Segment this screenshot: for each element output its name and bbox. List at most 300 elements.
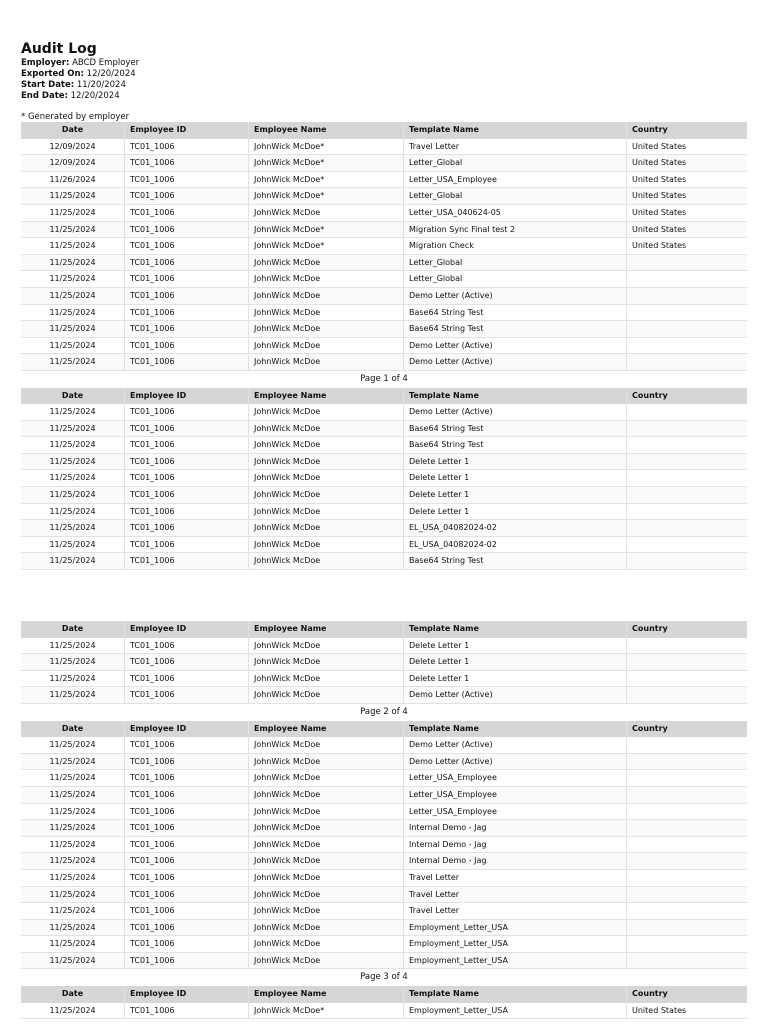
- country-cell: [627, 737, 747, 753]
- table-row: [21, 936, 747, 953]
- employee-id-cell: TC01_1006: [125, 837, 249, 853]
- template-name-cell: Delete Letter 1: [404, 454, 627, 470]
- template-name-cell: Letter_USA_Employee: [404, 804, 627, 820]
- date-cell: 11/25/2024: [21, 936, 125, 952]
- employee-id-cell: TC01_1006: [125, 504, 249, 520]
- date-cell: 11/25/2024: [21, 1003, 125, 1019]
- country-cell: [627, 903, 747, 919]
- employee-id-cell: TC01_1006: [125, 421, 249, 437]
- col-header-employee-id: Employee ID: [125, 388, 249, 405]
- template-name-cell: Demo Letter (Active): [404, 737, 627, 753]
- date-cell: 11/25/2024: [21, 205, 125, 221]
- employee-name-cell: JohnWick McDoe: [249, 271, 404, 287]
- country-cell: [627, 920, 747, 936]
- template-name-cell: Migration Check: [404, 238, 627, 254]
- employee-name-cell: JohnWick McDoe: [249, 820, 404, 836]
- template-name-cell: Employment_Letter_USA: [404, 920, 627, 936]
- employee-id-cell: TC01_1006: [125, 687, 249, 703]
- template-name-cell: Letter_Global: [404, 188, 627, 204]
- country-cell: [627, 454, 747, 470]
- employee-id-cell: TC01_1006: [125, 139, 249, 155]
- date-cell: 11/25/2024: [21, 404, 125, 420]
- template-name-cell: Migration Sync Final test 2: [404, 222, 627, 238]
- date-cell: 11/25/2024: [21, 553, 125, 569]
- template-name-cell: Delete Letter 1: [404, 654, 627, 670]
- table-row: [21, 1003, 747, 1020]
- date-cell: 11/25/2024: [21, 537, 125, 553]
- table-row: [21, 421, 747, 438]
- date-cell: 11/25/2024: [21, 870, 125, 886]
- employee-id-cell: TC01_1006: [125, 470, 249, 486]
- employee-name-cell: JohnWick McDoe: [249, 754, 404, 770]
- employee-id-cell: TC01_1006: [125, 537, 249, 553]
- country-cell: [627, 953, 747, 969]
- template-name-cell: Base64 String Test: [404, 321, 627, 337]
- employee-id-cell: TC01_1006: [125, 638, 249, 654]
- date-cell: 11/25/2024: [21, 255, 125, 271]
- template-name-cell: Letter_Global: [404, 155, 627, 171]
- col-header-country: Country: [632, 624, 668, 633]
- employee-name-cell: JohnWick McDoe: [249, 537, 404, 553]
- template-name-cell: Delete Letter 1: [404, 504, 627, 520]
- employee-name-cell: JohnWick McDoe: [249, 638, 404, 654]
- audit-table-page-2: [21, 621, 747, 1019]
- template-name-cell: EL_USA_04082024-02: [404, 520, 627, 536]
- date-cell: 12/09/2024: [21, 155, 125, 171]
- employee-id-cell: TC01_1006: [125, 222, 249, 238]
- country-cell: United States: [632, 207, 687, 217]
- table-row: [21, 139, 747, 156]
- country-cell: [627, 520, 747, 536]
- employee-id-cell: TC01_1006: [125, 737, 249, 753]
- table-header-row: [21, 986, 747, 1003]
- employee-name-cell: JohnWick McDoe: [249, 205, 404, 221]
- employee-id-cell: TC01_1006: [125, 205, 249, 221]
- table-row: [21, 305, 747, 322]
- employee-name-cell: JohnWick McDoe: [249, 936, 404, 952]
- col-header-employee-name: Employee Name: [249, 986, 404, 1003]
- employee-id-cell: TC01_1006: [125, 820, 249, 836]
- table-row: [21, 155, 747, 172]
- template-name-cell: Travel Letter: [404, 903, 627, 919]
- employee-name-cell: JohnWick McDoe: [249, 288, 404, 304]
- employee-id-cell: TC01_1006: [125, 887, 249, 903]
- employee-name-cell: JohnWick McDoe: [249, 255, 404, 271]
- employee-name-cell: JohnWick McDoe: [249, 305, 404, 321]
- report-header: [21, 40, 139, 102]
- employee-name-cell: JohnWick McDoe: [249, 654, 404, 670]
- employee-id-cell: TC01_1006: [125, 321, 249, 337]
- employee-id-cell: TC01_1006: [125, 404, 249, 420]
- table-header-row: [21, 621, 747, 638]
- country-cell: [627, 404, 747, 420]
- table-row: [21, 222, 747, 239]
- date-cell: 11/25/2024: [21, 421, 125, 437]
- template-name-cell: Demo Letter (Active): [404, 288, 627, 304]
- employee-name-cell: JohnWick McDoe: [249, 404, 404, 420]
- employee-name-cell: JohnWick McDoe: [249, 321, 404, 337]
- date-cell: 11/25/2024: [21, 222, 125, 238]
- meta-start-date: [21, 80, 139, 91]
- table-row: [21, 188, 747, 205]
- generated-note: * Generated by employer: [21, 112, 130, 122]
- date-cell: 11/25/2024: [21, 887, 125, 903]
- col-header-employee-name: Employee Name: [249, 388, 404, 405]
- table-row: [21, 787, 747, 804]
- country-cell: [627, 770, 747, 786]
- employee-name-cell: JohnWick McDoe: [249, 687, 404, 703]
- table-row: [21, 255, 747, 272]
- col-header-template-name: Template Name: [404, 721, 627, 738]
- date-cell: 11/25/2024: [21, 837, 125, 853]
- date-cell: 11/25/2024: [21, 770, 125, 786]
- template-name-cell: Internal Demo - Jag: [404, 837, 627, 853]
- template-name-cell: Letter_USA_040624-05: [404, 205, 627, 221]
- table-row: [21, 437, 747, 454]
- col-header-date: Date: [21, 388, 125, 405]
- date-cell: 11/26/2024: [21, 172, 125, 188]
- date-cell: 11/25/2024: [21, 953, 125, 969]
- meta-value: 12/20/2024: [86, 69, 136, 79]
- employee-name-cell: JohnWick McDoe*: [249, 188, 404, 204]
- employee-id-cell: TC01_1006: [125, 188, 249, 204]
- employee-id-cell: TC01_1006: [125, 804, 249, 820]
- page-title: Audit Log: [21, 41, 97, 57]
- country-cell: [627, 255, 747, 271]
- employee-id-cell: TC01_1006: [125, 172, 249, 188]
- col-header-country: Country: [632, 390, 668, 400]
- country-cell: [627, 820, 747, 836]
- table-row: [21, 671, 747, 688]
- employee-id-cell: TC01_1006: [125, 155, 249, 171]
- country-cell: [627, 437, 747, 453]
- table-row: [21, 903, 747, 920]
- employee-id-cell: TC01_1006: [125, 487, 249, 503]
- table-row: [21, 321, 747, 338]
- template-name-cell: Demo Letter (Active): [404, 354, 627, 370]
- employee-name-cell: JohnWick McDoe: [249, 504, 404, 520]
- template-name-cell: Internal Demo - Jag: [404, 820, 627, 836]
- template-name-cell: Travel Letter: [404, 870, 627, 886]
- country-cell: [627, 754, 747, 770]
- table-row: [21, 504, 747, 521]
- table-row: [21, 654, 747, 671]
- country-cell: [627, 837, 747, 853]
- col-header-template-name: Template Name: [404, 122, 627, 139]
- meta-value: ABCD Employer: [72, 58, 140, 68]
- page-number: Page 2 of 4: [360, 706, 408, 717]
- employee-name-cell: JohnWick McDoe*: [249, 139, 404, 155]
- country-cell: United States: [632, 224, 687, 234]
- employee-id-cell: TC01_1006: [125, 553, 249, 569]
- country-cell: [627, 470, 747, 486]
- employee-name-cell: JohnWick McDoe: [249, 903, 404, 919]
- table-row: [21, 404, 747, 421]
- date-cell: 11/25/2024: [21, 470, 125, 486]
- template-name-cell: Base64 String Test: [404, 437, 627, 453]
- audit-table-page-1: [21, 122, 747, 570]
- template-name-cell: Employment_Letter_USA: [404, 936, 627, 952]
- col-header-template-name: Template Name: [404, 621, 627, 638]
- employee-name-cell: JohnWick McDoe: [249, 853, 404, 869]
- template-name-cell: Delete Letter 1: [404, 487, 627, 503]
- meta-value: 12/20/2024: [70, 91, 120, 101]
- country-cell: United States: [632, 191, 687, 201]
- employee-name-cell: JohnWick McDoe: [249, 338, 404, 354]
- employee-name-cell: JohnWick McDoe*: [249, 1003, 404, 1019]
- col-header-employee-id: Employee ID: [125, 122, 249, 139]
- meta-value: 11/20/2024: [76, 80, 126, 90]
- col-header-employee-name: Employee Name: [249, 721, 404, 738]
- table-row: [21, 470, 747, 487]
- employee-name-cell: JohnWick McDoe: [249, 487, 404, 503]
- table-row: [21, 887, 747, 904]
- meta-label: Employer:: [21, 58, 70, 68]
- table-row: [21, 553, 747, 570]
- table-row: [21, 338, 747, 355]
- date-cell: 11/25/2024: [21, 338, 125, 354]
- country-cell: [627, 504, 747, 520]
- table-row: [21, 920, 747, 937]
- country-cell: [627, 671, 747, 687]
- employee-id-cell: TC01_1006: [125, 920, 249, 936]
- table-row: [21, 804, 747, 821]
- employee-name-cell: JohnWick McDoe: [249, 553, 404, 569]
- date-cell: 11/25/2024: [21, 671, 125, 687]
- col-header-country: Country: [632, 723, 668, 733]
- country-cell: United States: [632, 158, 687, 168]
- employee-name-cell: JohnWick McDoe: [249, 870, 404, 886]
- date-cell: 11/25/2024: [21, 737, 125, 753]
- employee-name-cell: JohnWick McDoe: [249, 520, 404, 536]
- template-name-cell: Demo Letter (Active): [404, 687, 627, 703]
- table-row: [21, 754, 747, 771]
- employee-id-cell: TC01_1006: [125, 853, 249, 869]
- table-row: [21, 172, 747, 189]
- country-cell: [627, 288, 747, 304]
- template-name-cell: Base64 String Test: [404, 553, 627, 569]
- date-cell: 11/25/2024: [21, 454, 125, 470]
- template-name-cell: Letter_USA_Employee: [404, 770, 627, 786]
- country-cell: [627, 537, 747, 553]
- table-row: [21, 238, 747, 255]
- meta-label: End Date:: [21, 91, 68, 101]
- date-cell: 11/25/2024: [21, 321, 125, 337]
- date-cell: 11/25/2024: [21, 754, 125, 770]
- country-cell: [627, 787, 747, 803]
- col-header-country: Country: [632, 125, 668, 134]
- employee-id-cell: TC01_1006: [125, 770, 249, 786]
- country-cell: United States: [632, 174, 687, 184]
- employee-name-cell: JohnWick McDoe*: [249, 238, 404, 254]
- col-header-date: Date: [21, 122, 125, 139]
- country-cell: [627, 887, 747, 903]
- template-name-cell: Travel Letter: [404, 139, 627, 155]
- template-name-cell: Delete Letter 1: [404, 638, 627, 654]
- employee-name-cell: JohnWick McDoe: [249, 437, 404, 453]
- employee-id-cell: TC01_1006: [125, 787, 249, 803]
- date-cell: 11/25/2024: [21, 820, 125, 836]
- employee-id-cell: TC01_1006: [125, 238, 249, 254]
- country-cell: [627, 421, 747, 437]
- date-cell: 11/25/2024: [21, 920, 125, 936]
- date-cell: 11/25/2024: [21, 188, 125, 204]
- country-cell: [627, 853, 747, 869]
- table-row: [21, 687, 747, 704]
- date-cell: 11/25/2024: [21, 354, 125, 370]
- employee-name-cell: JohnWick McDoe: [249, 354, 404, 370]
- country-cell: [627, 687, 747, 703]
- country-cell: United States: [632, 1005, 687, 1015]
- template-name-cell: Base64 String Test: [404, 305, 627, 321]
- country-cell: [627, 870, 747, 886]
- country-cell: [627, 804, 747, 820]
- template-name-cell: Demo Letter (Active): [404, 404, 627, 420]
- employee-name-cell: JohnWick McDoe: [249, 837, 404, 853]
- table-row: [21, 820, 747, 837]
- date-cell: 11/25/2024: [21, 687, 125, 703]
- employee-name-cell: JohnWick McDoe: [249, 887, 404, 903]
- employee-name-cell: JohnWick McDoe: [249, 737, 404, 753]
- date-cell: 11/25/2024: [21, 437, 125, 453]
- employee-id-cell: TC01_1006: [125, 305, 249, 321]
- table-row: [21, 853, 747, 870]
- country-cell: [627, 321, 747, 337]
- country-cell: [627, 936, 747, 952]
- country-cell: [627, 654, 747, 670]
- table-row: [21, 520, 747, 537]
- template-name-cell: Employment_Letter_USA: [404, 1003, 627, 1019]
- date-cell: 11/25/2024: [21, 271, 125, 287]
- employee-id-cell: TC01_1006: [125, 870, 249, 886]
- country-cell: [627, 487, 747, 503]
- table-row: [21, 454, 747, 471]
- meta-exported-on: [21, 69, 139, 80]
- table-row: [21, 953, 747, 970]
- template-name-cell: Letter_Global: [404, 271, 627, 287]
- col-header-employee-id: Employee ID: [125, 621, 249, 638]
- employee-id-cell: TC01_1006: [125, 437, 249, 453]
- table-row: [21, 837, 747, 854]
- table-row: [21, 870, 747, 887]
- template-name-cell: EL_USA_04082024-02: [404, 537, 627, 553]
- col-header-template-name: Template Name: [404, 388, 627, 405]
- employee-id-cell: TC01_1006: [125, 654, 249, 670]
- country-cell: [627, 305, 747, 321]
- template-name-cell: Travel Letter: [404, 887, 627, 903]
- employee-id-cell: TC01_1006: [125, 288, 249, 304]
- employee-id-cell: TC01_1006: [125, 255, 249, 271]
- employee-name-cell: JohnWick McDoe: [249, 787, 404, 803]
- col-header-date: Date: [21, 986, 125, 1003]
- country-cell: United States: [632, 141, 687, 151]
- employee-id-cell: TC01_1006: [125, 271, 249, 287]
- employee-name-cell: JohnWick McDoe: [249, 421, 404, 437]
- employee-name-cell: JohnWick McDoe: [249, 454, 404, 470]
- date-cell: 11/25/2024: [21, 238, 125, 254]
- country-cell: [627, 553, 747, 569]
- country-cell: [627, 354, 747, 370]
- template-name-cell: Base64 String Test: [404, 421, 627, 437]
- table-header-row: [21, 721, 747, 738]
- table-row: [21, 487, 747, 504]
- meta-employer: [21, 58, 139, 69]
- employee-id-cell: TC01_1006: [125, 936, 249, 952]
- template-name-cell: Delete Letter 1: [404, 470, 627, 486]
- template-name-cell: Letter_Global: [404, 255, 627, 271]
- employee-name-cell: JohnWick McDoe*: [249, 172, 404, 188]
- date-cell: 11/25/2024: [21, 638, 125, 654]
- employee-id-cell: TC01_1006: [125, 671, 249, 687]
- employee-name-cell: JohnWick McDoe: [249, 770, 404, 786]
- employee-name-cell: JohnWick McDoe*: [249, 222, 404, 238]
- col-header-employee-name: Employee Name: [249, 621, 404, 638]
- table-header-row: [21, 388, 747, 405]
- employee-name-cell: JohnWick McDoe: [249, 920, 404, 936]
- table-row: [21, 271, 747, 288]
- country-cell: [627, 338, 747, 354]
- page-number: Page 1 of 4: [360, 373, 408, 384]
- date-cell: 11/25/2024: [21, 520, 125, 536]
- table-row: [21, 737, 747, 754]
- template-name-cell: Employment_Letter_USA: [404, 953, 627, 969]
- date-cell: 11/25/2024: [21, 787, 125, 803]
- table-row: [21, 537, 747, 554]
- table-row: [21, 354, 747, 371]
- employee-id-cell: TC01_1006: [125, 520, 249, 536]
- template-name-cell: Demo Letter (Active): [404, 338, 627, 354]
- meta-end-date: [21, 91, 139, 102]
- employee-id-cell: TC01_1006: [125, 354, 249, 370]
- date-cell: 12/09/2024: [21, 139, 125, 155]
- col-header-date: Date: [21, 721, 125, 738]
- col-header-employee-id: Employee ID: [125, 721, 249, 738]
- col-header-employee-name: Employee Name: [249, 122, 404, 139]
- date-cell: 11/25/2024: [21, 804, 125, 820]
- employee-name-cell: JohnWick McDoe: [249, 804, 404, 820]
- col-header-employee-id: Employee ID: [125, 986, 249, 1003]
- date-cell: 11/25/2024: [21, 504, 125, 520]
- page-number: Page 3 of 4: [360, 972, 408, 983]
- employee-name-cell: JohnWick McDoe: [249, 953, 404, 969]
- date-cell: 11/25/2024: [21, 853, 125, 869]
- date-cell: 11/25/2024: [21, 288, 125, 304]
- template-name-cell: Demo Letter (Active): [404, 754, 627, 770]
- employee-name-cell: JohnWick McDoe*: [249, 155, 404, 171]
- employee-id-cell: TC01_1006: [125, 1003, 249, 1019]
- employee-id-cell: TC01_1006: [125, 754, 249, 770]
- employee-name-cell: JohnWick McDoe: [249, 470, 404, 486]
- meta-label: Exported On:: [21, 69, 84, 79]
- template-name-cell: Delete Letter 1: [404, 671, 627, 687]
- country-cell: United States: [632, 241, 687, 251]
- employee-id-cell: TC01_1006: [125, 338, 249, 354]
- date-cell: 11/25/2024: [21, 487, 125, 503]
- employee-id-cell: TC01_1006: [125, 953, 249, 969]
- table-row: [21, 770, 747, 787]
- table-row: [21, 638, 747, 655]
- table-row: [21, 205, 747, 222]
- date-cell: 11/25/2024: [21, 654, 125, 670]
- meta-label: Start Date:: [21, 80, 75, 90]
- col-header-country: Country: [632, 989, 668, 999]
- template-name-cell: Letter_USA_Employee: [404, 172, 627, 188]
- date-cell: 11/25/2024: [21, 903, 125, 919]
- country-cell: [627, 271, 747, 287]
- template-name-cell: Letter_USA_Employee: [404, 787, 627, 803]
- template-name-cell: Internal Demo - Jag: [404, 853, 627, 869]
- table-row: [21, 288, 747, 305]
